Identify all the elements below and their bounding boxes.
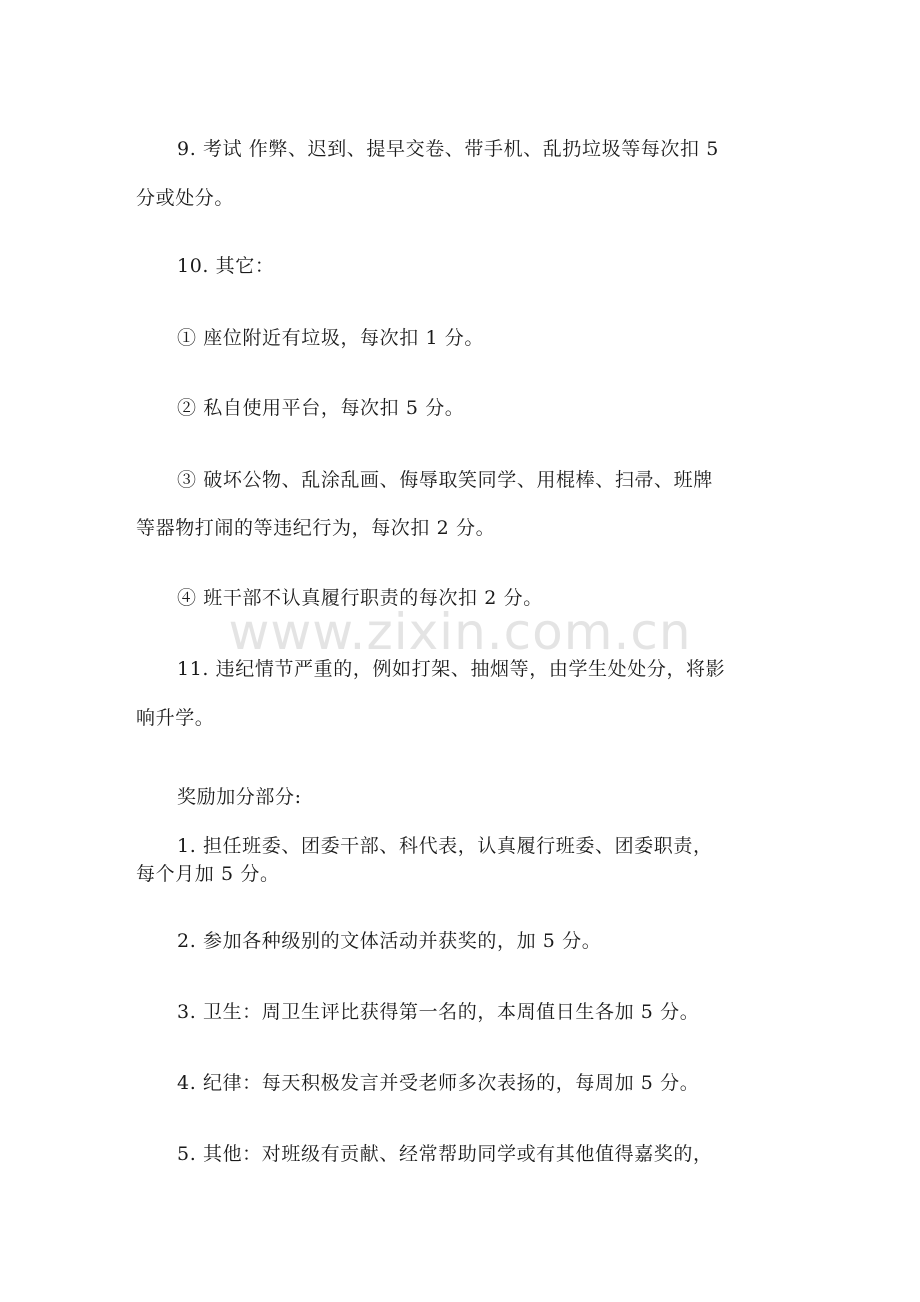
reward-3: 3. 卫生：周卫生评比获得第一名的，本周值日生各加 5 分。 [177, 1001, 700, 1023]
rule-11-line-2: 响升学。 [136, 707, 215, 729]
rule-10-item-4: ④ 班干部不认真履行职责的每次扣 2 分。 [177, 587, 543, 609]
reward-1-line-2: 每个月加 5 分。 [136, 863, 280, 885]
reward-2: 2. 参加各种级别的文体活动并获奖的，加 5 分。 [177, 930, 602, 952]
rule-9-line-2: 分或处分。 [136, 187, 235, 209]
reward-4: 4. 纪律：每天积极发言并受老师多次表扬的，每周加 5 分。 [177, 1072, 700, 1094]
rule-10-item-3-line-2: 等器物打闹的等违纪行为，每次扣 2 分。 [136, 517, 496, 539]
rule-10-item-2: ② 私自使用平台，每次扣 5 分。 [177, 397, 465, 419]
rule-10-item-3-line-1: ③ 破坏公物、乱涂乱画、侮辱取笑同学、用棍棒、扫帚、班牌 [177, 469, 713, 491]
reward-section-heading: 奖励加分部分: [177, 786, 302, 808]
rule-10-heading: 10. 其它： [177, 255, 275, 277]
rule-11-line-1: 11. 违纪情节严重的，例如打架、抽烟等，由学生处处分，将影 [177, 658, 726, 680]
rule-9-line-1: 9. 考试 作弊、迟到、提早交卷、带手机、乱扔垃圾等每次扣 5 [177, 138, 719, 160]
reward-5-line-1: 5. 其他：对班级有贡献、经常帮助同学或有其他值得嘉奖的， [177, 1143, 713, 1165]
rule-10-item-1: ① 座位附近有垃圾，每次扣 1 分。 [177, 327, 485, 349]
watermark: www.zixin.com.cn [228, 603, 692, 661]
reward-1-line-1: 1. 担任班委、团委干部、科代表，认真履行班委、团委职责， [177, 835, 713, 857]
